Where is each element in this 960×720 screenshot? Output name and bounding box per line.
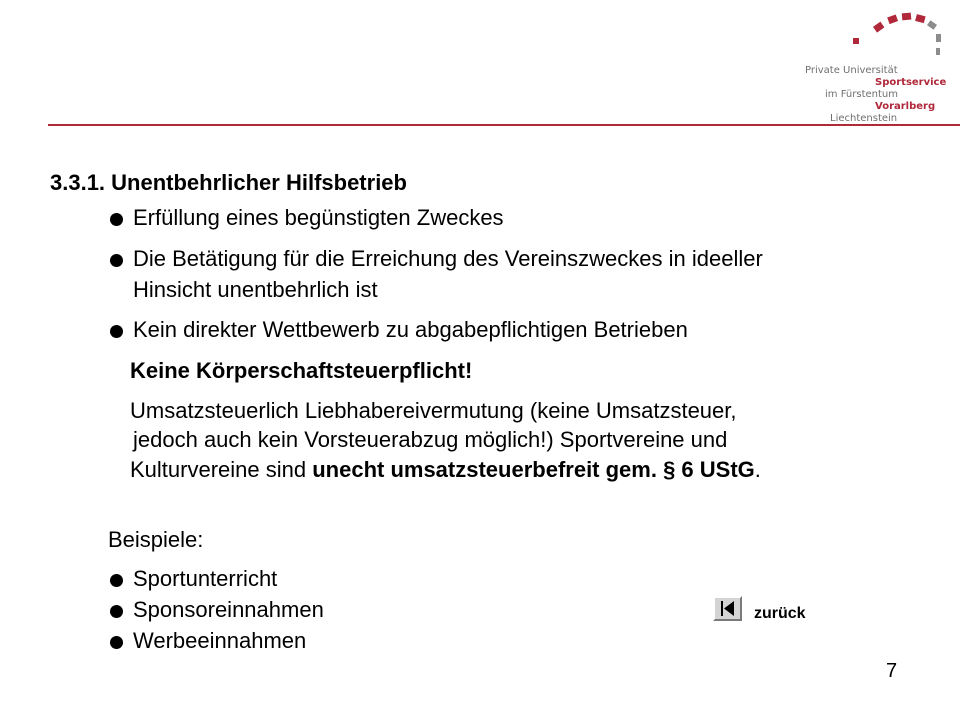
logo-mark-icon xyxy=(844,8,944,68)
vat-line-2: jedoch auch kein Vorsteuerabzug möglich!) Sportvereine und xyxy=(133,427,728,452)
slide-heading: 3.3.1. Unentbehrlicher Hilfsbetrieb xyxy=(50,170,407,195)
bullet-dot-icon xyxy=(110,213,123,226)
logo-line-3: im Fürstentum xyxy=(825,89,898,100)
vat-line-3-end: . xyxy=(754,457,761,482)
logo xyxy=(800,8,950,128)
vat-exemption-text: unecht umsatzsteuerbefreit gem. § 6 UStG xyxy=(312,457,755,482)
bullet-dot-icon xyxy=(110,325,123,338)
bullet-continuation: Hinsicht unentbehrlich ist xyxy=(133,277,378,302)
bullet-text: Die Betätigung für die Erreichung des Vereinszweckes in ideeller xyxy=(133,246,763,271)
header-divider xyxy=(48,124,960,126)
bullet-dot-icon xyxy=(110,574,123,587)
vat-line-3 xyxy=(130,456,761,484)
vat-line-3-start: Kulturvereine sind xyxy=(130,457,313,482)
examples-label: Beispiele: xyxy=(108,527,204,552)
example-text: Sportunterricht xyxy=(133,566,278,591)
logo-line-2: Sportservice xyxy=(875,77,947,88)
skip-back-icon xyxy=(715,598,740,619)
bullet-text: Erfüllung eines begünstigten Zweckes xyxy=(133,205,504,230)
vat-line-1: Umsatzsteuerlich Liebhabereivermutung (keine Umsatzsteuer, xyxy=(130,398,737,423)
page-number: 7 xyxy=(886,660,898,682)
bullet-dot-icon xyxy=(110,605,123,618)
bullet-dot-icon xyxy=(110,254,123,267)
example-text: Werbeeinnahmen xyxy=(133,628,307,653)
logo-line-1: Private Universität xyxy=(805,65,898,76)
back-button[interactable] xyxy=(713,596,742,621)
conclusion-text: Keine Körperschaftsteuerpflicht! xyxy=(130,358,473,383)
logo-line-4: Vorarlberg xyxy=(875,101,936,112)
bullet-text: Kein direkter Wettbewerb zu abgabepflichtigen Betrieben xyxy=(133,317,688,342)
back-link[interactable]: zurück xyxy=(754,605,806,622)
example-text: Sponsoreinnahmen xyxy=(133,597,324,622)
bullet-dot-icon xyxy=(110,636,123,649)
logo-line-5: Liechtenstein xyxy=(830,113,898,124)
